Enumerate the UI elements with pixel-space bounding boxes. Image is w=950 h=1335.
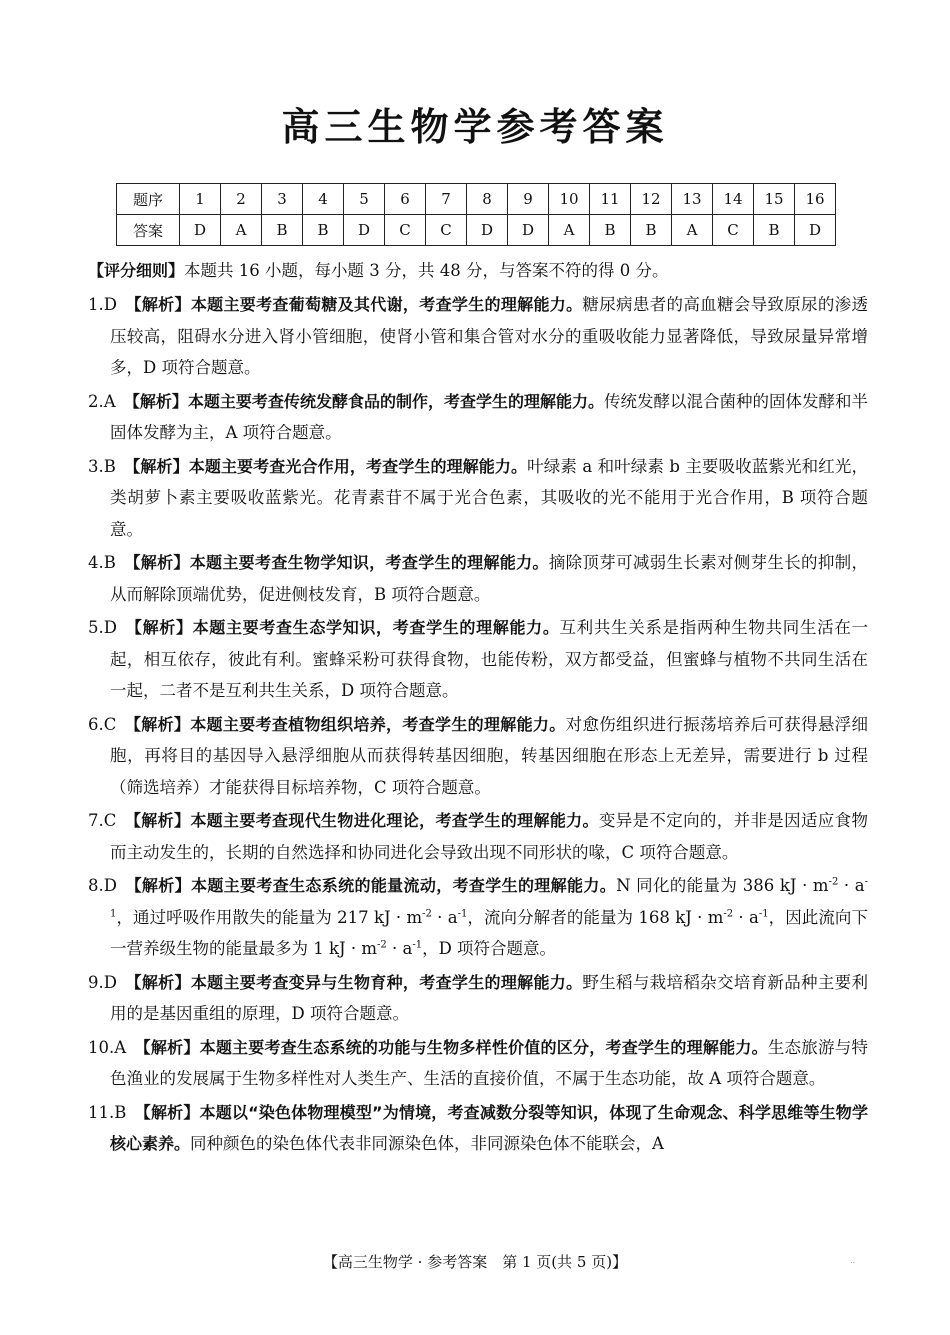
- answer-cell: C: [713, 215, 754, 246]
- question-number-cell: 15: [754, 184, 795, 215]
- explanation-item: [88, 1032, 868, 1095]
- scoring-rule-label: 【评分细则】: [88, 261, 185, 280]
- answer-cell: B: [754, 215, 795, 246]
- explanation-item: [88, 709, 868, 804]
- item-body: 野生稻与栽培稻杂交培育新品种主要利用的是基因重组的原理，D 项符合题意。: [110, 972, 868, 1023]
- unit-exponent: -2: [723, 908, 734, 919]
- answer-cell: A: [672, 215, 713, 246]
- question-number-cell: 6: [385, 184, 426, 215]
- item-number: 7.C: [88, 811, 117, 830]
- item-body-part: · a: [386, 939, 413, 958]
- item-heading: 【解析】本题主要考查生物学知识，考查学生的理解能力。: [124, 553, 549, 572]
- question-number-cell: 4: [303, 184, 344, 215]
- question-number-cell: 16: [795, 184, 836, 215]
- question-number-cell: 5: [344, 184, 385, 215]
- answer-cell: D: [344, 215, 385, 246]
- page-footer: 【高三生物学 · 参考答案 第 1 页(共 5 页)】: [322, 1253, 628, 1271]
- question-number-cell: 8: [467, 184, 508, 215]
- item-heading: 【解析】本题以“染色体物理模型”为情境，考查减数分裂等知识，体现了生命观念、科学思维等生物学核心素养。: [110, 1102, 868, 1153]
- unit-exponent: -2: [828, 876, 839, 888]
- item-heading: 【解析】本题主要考查生态学知识，考查学生的理解能力。: [125, 618, 560, 637]
- item-body-part: N 同化的能量为 386 kJ · m: [616, 876, 829, 895]
- unit-exponent: -1: [110, 876, 868, 919]
- question-number-cell: 12: [631, 184, 672, 215]
- answer-cell: D: [508, 215, 549, 246]
- item-heading: 【解析】本题主要考查传统发酵食品的制作，考查学生的理解能力。: [123, 391, 604, 411]
- answer-cell: B: [303, 215, 344, 246]
- unit-exponent: -1: [412, 939, 423, 951]
- explanation-list: [88, 289, 868, 1162]
- question-number-cell: 3: [262, 184, 303, 215]
- item-body: 互利共生关系是指两种生物共同生活在一起，相互依存，彼此有利。蜜蜂采粉可获得食物，也能传粉，双方都受益，但蜜蜂与植物不共同生活在一起，二者不是互利共生关系，D 项符合题意。: [110, 618, 868, 700]
- unit-exponent: -2: [376, 939, 387, 951]
- question-number-cell: 13: [672, 184, 713, 215]
- item-body: 传统发酵以混合菌种的固体发酵和半固体发酵为主，A 项符合题意。: [110, 391, 868, 442]
- item-number: 4.B: [88, 553, 116, 572]
- answer-table-answer-row: [117, 215, 836, 246]
- explanation-item: [88, 289, 868, 384]
- answer-cell: B: [631, 215, 672, 246]
- question-number-cell: 11: [590, 184, 631, 215]
- item-body-part: · a: [733, 907, 759, 927]
- answer-cell: A: [549, 215, 590, 246]
- item-body: 摘除顶芽可减弱生长素对侧芽生长的抑制，从而解除顶端优势，促进侧枝发育，B 项符合题意。: [110, 553, 868, 604]
- answer-table-question-row: [117, 184, 836, 215]
- explanation-item: [88, 870, 868, 965]
- question-number-cell: 10: [549, 184, 590, 215]
- item-body: 生态旅游与特色渔业的发展属于生物多样性对人类生产、生活的直接价值，不属于生态功能，故 A 项符合题意。: [110, 1037, 868, 1088]
- unit-exponent: -1: [758, 908, 769, 919]
- answer-cell: D: [467, 215, 508, 246]
- item-heading: 【解析】本题主要考查植物组织培养，考查学生的理解能力。: [124, 714, 566, 734]
- item-heading: 【解析】本题主要考查葡萄糖及其代谢，考查学生的理解能力。: [125, 295, 583, 314]
- item-heading: 【解析】本题主要考查生态系统的能量流动，考查学生的理解能力。: [125, 876, 617, 895]
- unit-exponent: -1: [457, 908, 468, 919]
- question-row-header: 题序: [117, 184, 180, 215]
- scoring-rule-text: 本题共 16 小题，每小题 3 分，共 48 分，与答案不符的得 0 分。: [184, 261, 669, 280]
- item-number: 6.C: [88, 714, 117, 734]
- item-body: 糖尿病患者的高血糖会导致原尿的渗透压较高，阻碍水分进入肾小管细胞，使肾小管和集合管对水分的重吸收能力显著降低，导致尿量异常增多，D 项符合题意。: [110, 295, 868, 377]
- answer-table: [116, 183, 836, 246]
- explanation-item: [88, 547, 868, 610]
- item-number: 11.B: [88, 1102, 127, 1122]
- item-body-part: ，D 项符合题意。: [422, 939, 557, 958]
- unit-exponent: -2: [422, 908, 432, 919]
- item-body: 叶绿素 a 和叶绿素 b 主要吸收蓝紫光和红光，类胡萝卜素主要吸收蓝紫光。花青素苷不属于光合色素，其吸收的光不能用于光合作用，B 项符合题意。: [110, 456, 868, 539]
- explanation-item: [88, 612, 868, 707]
- answer-cell: C: [385, 215, 426, 246]
- item-number: 1.D: [88, 295, 117, 314]
- item-body-part: ，通过呼吸作用散失的能量为 217 kJ · m: [116, 907, 423, 927]
- item-number: 3.B: [88, 456, 116, 476]
- question-number-cell: 9: [508, 184, 549, 215]
- question-number-cell: 2: [221, 184, 262, 215]
- answer-cell: D: [180, 215, 221, 246]
- answer-row-header: 答案: [117, 215, 180, 246]
- explanation-item: [88, 386, 868, 449]
- answer-cell: D: [795, 215, 836, 246]
- item-body: 同种颜色的染色体代表非同源染色体，非同源染色体不能联会，A: [190, 1134, 664, 1153]
- item-body-part: ，因此流向下一营养级生物的能量最多为 1 kJ · m: [110, 907, 868, 958]
- question-number-cell: 1: [180, 184, 221, 215]
- explanation-item: [88, 805, 868, 868]
- item-heading: 【解析】本题主要考查变异与生物育种，考查学生的理解能力。: [125, 972, 583, 992]
- answer-cell: A: [221, 215, 262, 246]
- explanation-item: [88, 1097, 868, 1160]
- item-body: 变异是不定向的，并非是因适应食物而主动发生的，长期的自然选择和协同进化会导致出现不同形状的喙，C 项符合题意。: [110, 811, 868, 862]
- item-body: 对愈伤组织进行振荡培养后可获得悬浮细胞，再将目的基因导入悬浮细胞从而获得转基因细胞，转基因细胞在形态上无差异，需要进行 b 过程（筛选培养）才能获得目标培养物，C 项符合题意。: [110, 714, 868, 797]
- item-body-part: · a: [431, 907, 458, 927]
- question-number-cell: 14: [713, 184, 754, 215]
- answer-cell: B: [590, 215, 631, 246]
- item-number: 2.A: [88, 391, 116, 411]
- corner-mark: ..: [850, 1256, 856, 1265]
- item-body-part: ，流向分解者的能量为 168 kJ · m: [467, 907, 724, 927]
- item-body-part: · a: [838, 876, 865, 895]
- item-number: 5.D: [88, 618, 117, 637]
- item-number: 10.A: [88, 1037, 127, 1057]
- item-number: 8.D: [88, 876, 117, 895]
- page-title: 高三生物学参考答案: [281, 105, 669, 149]
- item-heading: 【解析】本题主要考查生态系统的功能与生物多样性价值的区分，考查学生的理解能力。: [134, 1037, 768, 1057]
- explanation-item: [88, 451, 868, 546]
- question-number-cell: 7: [426, 184, 467, 215]
- item-number: 9.D: [88, 972, 117, 992]
- item-heading: 【解析】本题主要考查现代生物进化理论，考查学生的理解能力。: [124, 811, 599, 830]
- scoring-rule: [88, 258, 868, 284]
- answer-cell: B: [262, 215, 303, 246]
- item-heading: 【解析】本题主要考查光合作用，考查学生的理解能力。: [124, 456, 528, 476]
- answer-cell: C: [426, 215, 467, 246]
- explanation-item: [88, 967, 868, 1030]
